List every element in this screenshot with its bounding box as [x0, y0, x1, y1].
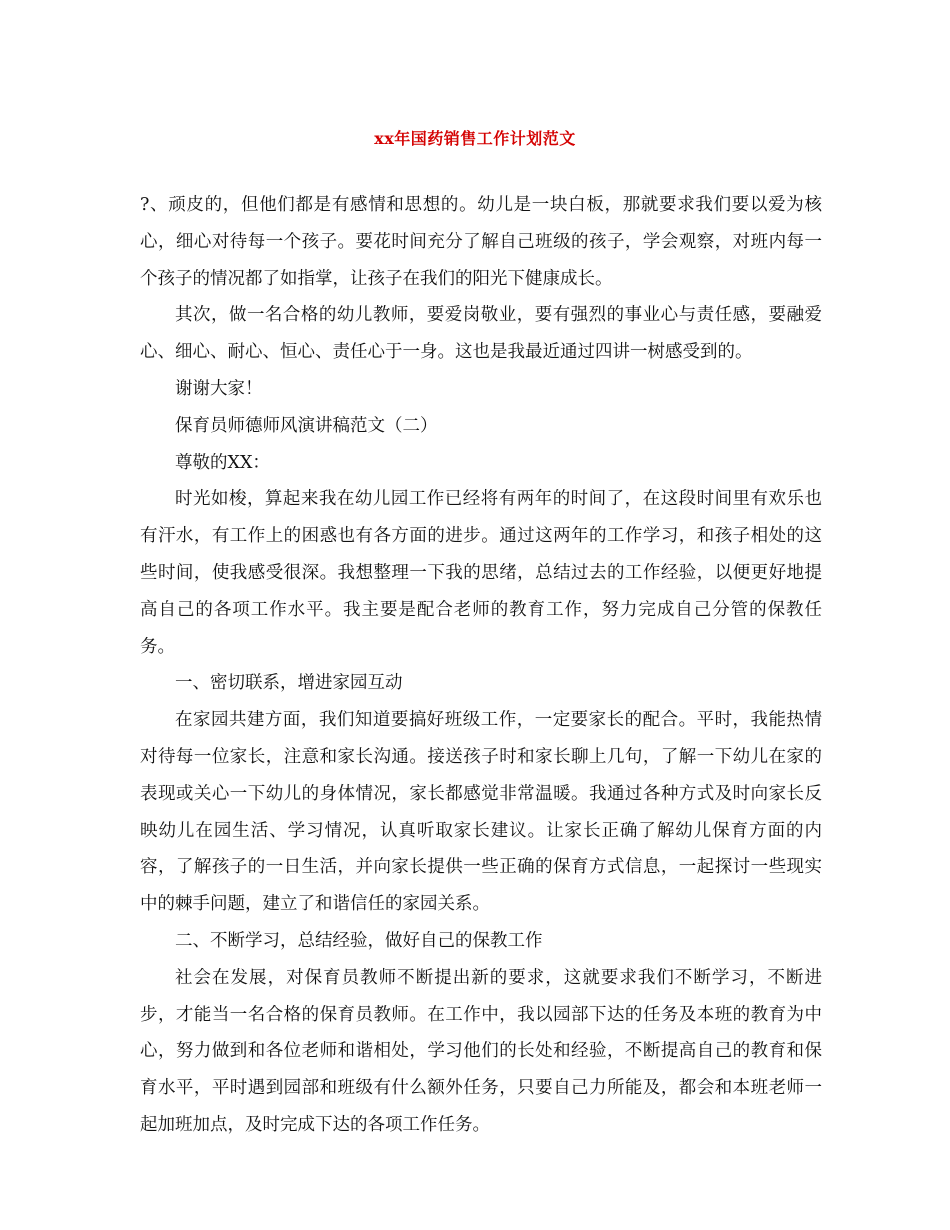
section-heading: 保育员师德师风演讲稿范文（二）	[175, 415, 438, 436]
document-title: xx年国药销售工作计划范文	[374, 129, 576, 148]
salutation: 尊敬的XX：	[175, 452, 270, 473]
paragraph-closing: 谢谢大家！	[175, 378, 263, 399]
paragraph-continuation: ?、顽皮的，但他们都是有感情和思想的。幼儿是一块白板，那就要求我们要以爱为核心，细心对待每一个孩子。要花时间充分了解自己班级的孩子，学会观察，对班内每一个孩子的情况都了如指掌，让孩子在我们的阳光下健康成长。	[140, 195, 822, 289]
document-body	[140, 187, 822, 1144]
paragraph: 其次，做一名合格的幼儿教师，要爱岗敬业，要有强烈的事业心与责任感，要融爱心、细心、耐心、恒心、责任心于一身。这也是我最近通过四讲一树感受到的。	[140, 305, 822, 363]
paragraph: 社会在发展，对保育员教师不断提出新的要求，这就要求我们不断学习，不断进步，才能当一名合格的保育员教师。在工作中，我以园部下达的任务及本班的教育为中心，努力做到和各位老师和谐相处，学习他们的长处和经验，不断提高自己的教育和保育水平，平时遇到园部和班级有什么额外任务，只要自己力所能及，都会和本班老师一起加班加点，及时完成下达的各项工作任务。	[140, 967, 822, 1135]
paragraph: 时光如梭，算起来我在幼儿园工作已经将有两年的时间了，在这段时间里有欢乐也有汗水，有工作上的困惑也有各方面的进步。通过这两年的工作学习，和孩子相处的这些时间，使我感受很深。我想整理一下我的思绪，总结过去的工作经验，以便更好地提高自己的各项工作水平。我主要是配合老师的教育工作，努力完成自己分管的保教任务。	[140, 489, 822, 657]
subheading: 二、不断学习，总结经验，做好自己的保教工作	[175, 930, 543, 951]
paragraph: 在家园共建方面，我们知道要搞好班级工作，一定要家长的配合。平时，我能热情对待每一位家长，注意和家长沟通。接送孩子时和家长聊上几句，了解一下幼儿在家的表现或关心一下幼儿的身体情况，家长都感觉非常温暖。我通过各种方式及时向家长反映幼儿在园生活、学习情况，认真听取家长建议。让家长正确了解幼儿保育方面的内容，了解孩子的一日生活，并向家长提供一些正确的保育方式信息，一起探讨一些现实中的棘手问题，建立了和谐信任的家园关系。	[140, 710, 822, 915]
subheading: 一、密切联系，增进家园互动	[175, 673, 403, 694]
